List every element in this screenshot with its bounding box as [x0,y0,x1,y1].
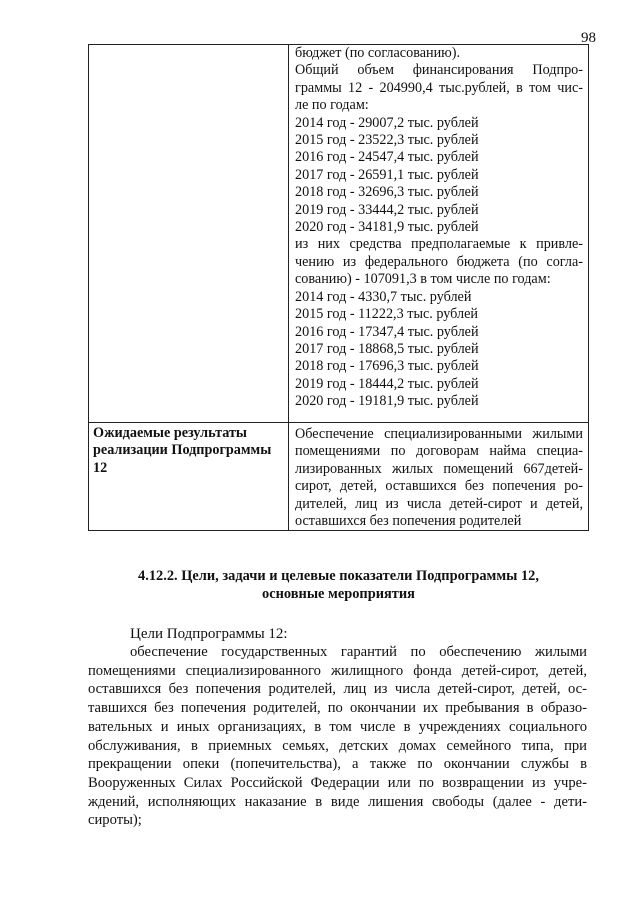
results-line: дителей, лиц из числа детей-сирот и детей, [295,495,583,512]
financing-line: 2016 год - 24547,4 тыс. рублей [295,149,479,166]
financing-line: 2019 год - 33444,2 тыс. рублей [295,201,479,218]
goals-intro: Цели Подпрограммы 12: [130,626,288,642]
financing-line: из них средства предполагаемые к привле- [295,236,583,253]
financing-line: 2014 год - 4330,7 тыс. рублей [295,288,472,305]
section-heading-line-1: 4.12.2. Цели, задачи и целевые показатели Подпрограммы 12, [138,568,539,584]
paragraph-line: оставшихся без попечения родителей, лиц из числа детей-сирот, детей, ос- [88,681,587,698]
results-row [89,423,589,531]
financing-line: бюджет (по согласованию). [295,45,461,61]
paragraph-line: обеспечение государственных гарантий по обеспечению жилыми [130,644,587,660]
results-text [295,426,583,530]
results-line: помещениями по договорам найма специа- [295,443,583,460]
results-line: лизированных жилых помещений 667детей- [295,460,583,477]
financing-line: граммы 12 - 204990,4 тыс.рублей, в том чис- [295,79,583,96]
paragraph-line: помещениями специализированного жилищного фонда детей-сирот, детей, [88,662,587,679]
financing-line: ле по годам: [295,97,369,114]
results-line: оставшихся без попечения родителей [295,513,522,530]
results-label [93,425,284,477]
financing-line: 2018 год - 32696,3 тыс. рублей [295,184,479,201]
paragraph-line: сироты); [88,812,142,829]
financing-cell [289,45,589,423]
financing-line: 2015 год - 11222,3 тыс. рублей [295,306,479,323]
page-number: 98 [581,30,596,46]
paragraph-line: ждений, исполняющих наказание в виде лишения свободы (далее - дети- [88,793,587,810]
financing-line: 2014 год - 29007,2 тыс. рублей [295,114,479,131]
paragraph-line: Вооруженных Силах Российской Федерации или по возвращении из учре- [88,774,587,791]
financing-line: 2015 год - 23522,3 тыс. рублей [295,132,479,149]
section-heading-line-2: основные мероприятия [262,586,415,602]
financing-text [295,45,583,411]
financing-line: 2020 год - 19181,9 тыс. рублей [295,393,479,410]
financing-label-cell [89,45,289,423]
results-line: Обеспечение специализированными жилыми [295,426,583,442]
financing-line: Общий объем финансирования Подпро- [295,62,583,79]
paragraph-line: тавшихся без попечения родителей, по окончании их пребывания в образо- [88,700,587,717]
subprogram-passport-table [88,44,589,531]
paragraph-line: обслуживания, в приемных семьях, детских домах семейного типа, при [88,737,587,754]
financing-line: 2018 год - 17696,3 тыс. рублей [295,358,479,375]
financing-line: чению из федерального бюджета (по согла- [295,253,583,270]
financing-row [89,45,589,423]
financing-line: 2017 год - 26591,1 тыс. рублей [295,166,479,183]
results-label-line: Ожидаемые результаты [93,425,247,441]
financing-line: 2020 год - 34181,9 тыс. рублей [295,219,479,236]
financing-line: 2016 год - 17347,4 тыс. рублей [295,323,479,340]
results-label-line: реализации Подпрограммы [93,442,272,459]
results-label-cell [89,423,289,531]
financing-line: 2019 год - 18444,2 тыс. рублей [295,375,479,392]
paragraph-line: прекращении опеки (попечительства), а также по окончании службы в [88,756,587,773]
goals-paragraph [88,643,587,830]
results-cell [289,423,589,531]
financing-line: 2017 год - 18868,5 тыс. рублей [295,340,479,357]
paragraph-line: вательных и иных организациях, в том числе в учреждениях социального [88,718,587,735]
results-line: сирот, детей, оставшихся без попечения ро- [295,478,583,495]
results-label-line: 12 [93,459,108,476]
financing-line: сованию) - 107091,3 в том числе по годам: [295,271,551,288]
section-heading [88,567,589,603]
